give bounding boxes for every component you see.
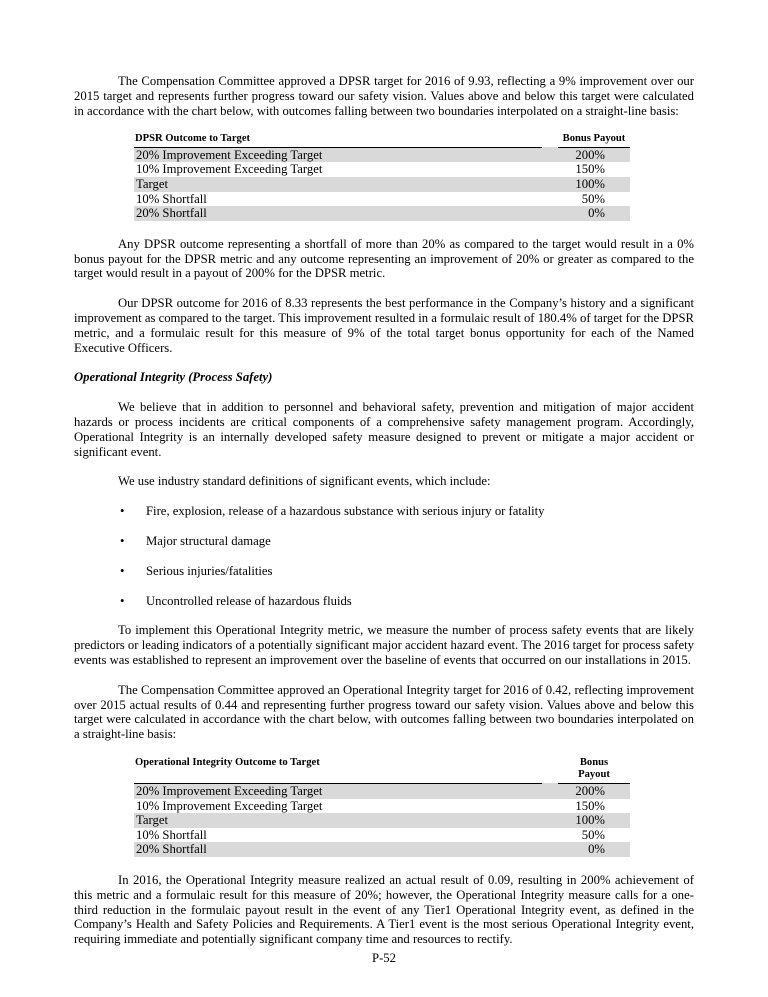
outcome-cell: 10% Improvement Exceeding Target <box>136 798 323 813</box>
payout-cell: 200% <box>558 783 630 798</box>
bullet-item-serious-injuries <box>120 564 694 579</box>
bullet-item-structural-damage <box>120 534 694 549</box>
oi-col2-header-line2: Payout <box>578 769 610 781</box>
table-row <box>134 147 630 162</box>
bullet-icon: • <box>120 504 125 519</box>
payout-cell: 150% <box>575 162 605 177</box>
oi-table-col1-header: Operational Integrity Outcome to Target <box>134 757 542 784</box>
page-number: P-52 <box>372 951 396 965</box>
dpsr-table-header-spacer <box>542 133 558 147</box>
bullet-icon: • <box>120 593 125 608</box>
dpsr-table-col1-header: DPSR Outcome to Target <box>134 133 542 147</box>
outcome-cell: 20% Shortfall <box>134 206 542 221</box>
oi-table-header-spacer <box>542 757 558 784</box>
table-row <box>134 828 630 843</box>
dpsr-table-col2-header: Bonus Payout <box>558 133 630 147</box>
table-row <box>134 162 630 177</box>
payout-cell: 0% <box>558 842 630 857</box>
bullet-item-uncontrolled-release <box>120 594 694 609</box>
table-row <box>134 783 630 798</box>
table-row <box>134 192 630 207</box>
outcome-cell: 10% Shortfall <box>136 827 207 842</box>
table-row <box>134 206 630 221</box>
bullet-text: Fire, explosion, release of a hazardous substance with serious injury or fatality <box>146 504 545 519</box>
outcome-cell: 10% Improvement Exceeding Target <box>136 162 323 177</box>
bullet-text: Uncontrolled release of hazardous fluids <box>146 593 352 608</box>
paragraph-oi-result: In 2016, the Operational Integrity measure realized an actual result of 0.09, resulting in 200% achievement of this metric and a formulaic result for this measure of 20%; however, the Operational Integrity measure calls for a one-third reduction in the formulaic payout result in the event of any Tier1 Operational Integrity event, as defined in the Company’s Health and Safety Policies and Requirements. A Tier1 event is the most serious Operational Integrity event, requiring immediate and potentially significant company time and resources to rectify. <box>74 872 694 947</box>
paragraph-dpsr-target: The Compensation Committee approved a DPSR target for 2016 of 9.93, reflecting a 9% improvement over our 2015 target and represents further progress toward our safety vision. Values above and below this target were calculated in accordance with the chart below, with outcomes falling between two boundaries interpolated on a straight-line basis: <box>74 74 694 118</box>
paragraph-dpsr-shortfall: Any DPSR outcome representing a shortfall of more than 20% as compared to the target would result in a 0% bonus payout for the DPSR metric and any outcome representing an improvement of 20% or greater as compared to the target would result in a payout of 200% for the DPSR metric. <box>74 236 694 281</box>
operational-integrity-payout-table <box>134 757 630 857</box>
payout-cell: 100% <box>558 813 630 828</box>
paragraph-we-believe: We believe that in addition to personnel and behavioral safety, prevention and mitigation of major accident hazards or process incidents are critical components of a comprehensive safety management program. Accordingly, Operational Integrity is an internally developed safety measure designed to prevent or mitigate a major accident or significant event. <box>74 400 694 459</box>
table-row <box>134 799 630 814</box>
dpsr-payout-table <box>134 133 630 220</box>
bullet-text: Serious injuries/fatalities <box>146 563 273 578</box>
outcome-cell: 20% Improvement Exceeding Target <box>134 783 542 798</box>
table-row <box>134 177 630 192</box>
outcome-cell: 20% Shortfall <box>134 842 542 857</box>
paragraph-definitions-intro: We use industry standard definitions of significant events, which include: <box>118 474 491 489</box>
dpsr-table-header-row <box>134 133 630 147</box>
table-row <box>134 813 630 828</box>
oi-table-col2-header <box>558 757 630 784</box>
outcome-cell: 20% Improvement Exceeding Target <box>134 147 542 162</box>
outcome-cell: Target <box>134 813 542 828</box>
bullet-text: Major structural damage <box>146 534 271 549</box>
payout-cell: 100% <box>558 177 630 192</box>
bullet-item-fire-explosion <box>120 504 694 519</box>
paragraph-oi-target: The Compensation Committee approved an Operational Integrity target for 2016 of 0.42, reflecting improvement over 2015 actual results of 0.44 and representing further progress toward our safety vision. Values above and below this target were calculated in accordance with the chart below, with outcomes falling between two boundaries interpolated on a straight-line basis: <box>74 682 694 742</box>
payout-cell: 200% <box>558 147 630 162</box>
oi-col2-header-line1: Bonus <box>579 756 609 768</box>
table-row <box>134 842 630 857</box>
outcome-cell: 10% Shortfall <box>136 191 207 206</box>
bullet-icon: • <box>120 563 125 578</box>
oi-table-header-row <box>134 757 630 784</box>
section-heading-operational-integrity: Operational Integrity (Process Safety) <box>74 370 273 385</box>
payout-cell: 150% <box>575 798 605 813</box>
payout-cell: 0% <box>558 206 630 221</box>
outcome-cell: Target <box>134 177 542 192</box>
payout-cell: 50% <box>581 191 605 206</box>
payout-cell: 50% <box>581 827 605 842</box>
paragraph-implement-metric: To implement this Operational Integrity metric, we measure the number of process safety events that are likely predictors or leading indicators of a potentially significant major accident hazard event. The 2016 target for process safety events was established to represent an improvement over the baseline of events that occurred on our installations in 2015. <box>74 623 694 667</box>
paragraph-dpsr-outcome: Our DPSR outcome for 2016 of 8.33 represents the best performance in the Company’s history and a significant improvement as compared to the target. This improvement resulted in a formulaic result of 180.4% of target for the DPSR metric, and a formulaic result for this measure of 9% of the total target bonus opportunity for each of the Named Executive Officers. <box>74 296 694 355</box>
bullet-icon: • <box>120 534 125 549</box>
